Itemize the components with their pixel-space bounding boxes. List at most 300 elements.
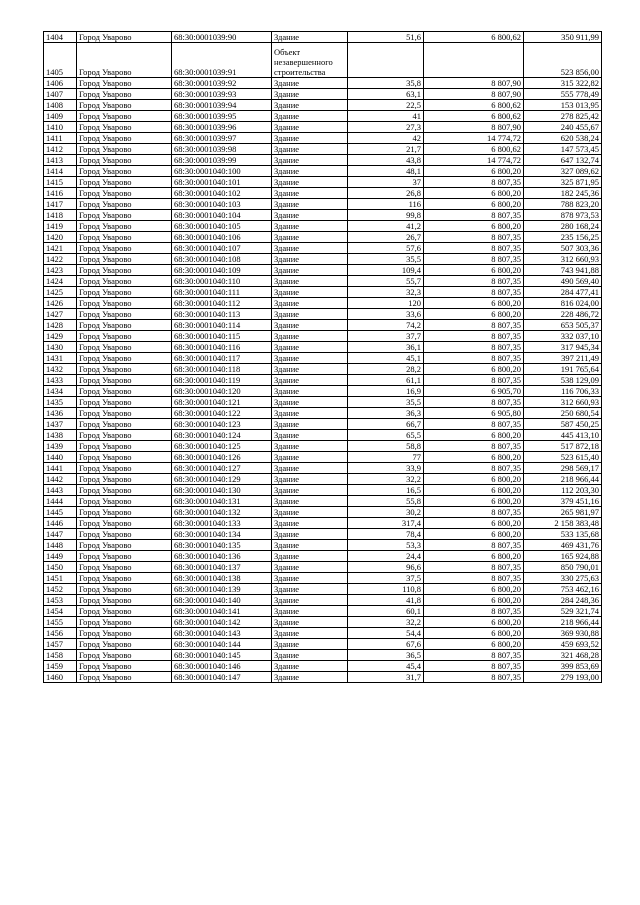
- cadastral-number-cell: 68:30:0001040:109: [172, 265, 272, 276]
- specific-value-cell: 6 800,20: [424, 188, 524, 199]
- cadastral-value-cell: 280 168,24: [524, 221, 602, 232]
- locality-cell: Город Уварово: [77, 628, 172, 639]
- table-row: [44, 386, 602, 397]
- row-number-cell: 1434: [44, 386, 77, 397]
- row-number-cell: 1431: [44, 353, 77, 364]
- row-number-cell: 1432: [44, 364, 77, 375]
- cadastral-value-cell: 321 468,28: [524, 650, 602, 661]
- cadastral-value-cell: 369 930,88: [524, 628, 602, 639]
- table-row: [44, 199, 602, 210]
- specific-value-cell: 6 800,20: [424, 309, 524, 320]
- row-number-cell: 1455: [44, 617, 77, 628]
- table-row: [44, 628, 602, 639]
- cadastral-value-cell: 284 477,41: [524, 287, 602, 298]
- cadastral-value-cell: 315 322,82: [524, 78, 602, 89]
- locality-cell: Город Уварово: [77, 32, 172, 43]
- cadastral-value-cell: 147 573,45: [524, 144, 602, 155]
- locality-cell: Город Уварово: [77, 386, 172, 397]
- row-number-cell: 1408: [44, 100, 77, 111]
- cadastral-number-cell: 68:30:0001039:90: [172, 32, 272, 43]
- table-row: [44, 43, 602, 78]
- cadastral-number-cell: 68:30:0001040:132: [172, 507, 272, 518]
- area-cell: 21,7: [348, 144, 424, 155]
- row-number-cell: 1429: [44, 331, 77, 342]
- row-number-cell: 1451: [44, 573, 77, 584]
- cadastral-value-cell: 507 303,36: [524, 243, 602, 254]
- object-type-cell: Здание: [272, 617, 348, 628]
- table-row: [44, 441, 602, 452]
- object-type-cell: Здание: [272, 430, 348, 441]
- specific-value-cell: 6 800,20: [424, 364, 524, 375]
- row-number-cell: 1442: [44, 474, 77, 485]
- locality-cell: Город Уварово: [77, 595, 172, 606]
- cadastral-number-cell: 68:30:0001040:104: [172, 210, 272, 221]
- table-row: [44, 650, 602, 661]
- row-number-cell: 1447: [44, 529, 77, 540]
- specific-value-cell: 8 807,35: [424, 463, 524, 474]
- area-cell: 41,8: [348, 595, 424, 606]
- table-row: [44, 276, 602, 287]
- specific-value-cell: 14 774,72: [424, 155, 524, 166]
- specific-value-cell: 8 807,35: [424, 661, 524, 672]
- area-cell: 26,7: [348, 232, 424, 243]
- row-number-cell: 1417: [44, 199, 77, 210]
- locality-cell: Город Уварово: [77, 617, 172, 628]
- object-type-cell: Здание: [272, 441, 348, 452]
- locality-cell: Город Уварово: [77, 155, 172, 166]
- row-number-cell: 1444: [44, 496, 77, 507]
- cadastral-value-cell: 743 941,88: [524, 265, 602, 276]
- row-number-cell: 1433: [44, 375, 77, 386]
- specific-value-cell: 6 800,20: [424, 265, 524, 276]
- table-row: [44, 562, 602, 573]
- table-row: [44, 287, 602, 298]
- object-type-cell: Здание: [272, 595, 348, 606]
- area-cell: 30,2: [348, 507, 424, 518]
- area-cell: 28,2: [348, 364, 424, 375]
- object-type-cell: Здание: [272, 573, 348, 584]
- object-type-cell: Здание: [272, 375, 348, 386]
- table-row: [44, 210, 602, 221]
- locality-cell: Город Уварово: [77, 408, 172, 419]
- area-cell: 74,2: [348, 320, 424, 331]
- cadastral-number-cell: 68:30:0001040:119: [172, 375, 272, 386]
- row-number-cell: 1457: [44, 639, 77, 650]
- row-number-cell: 1405: [44, 43, 77, 78]
- specific-value-cell: 8 807,35: [424, 573, 524, 584]
- specific-value-cell: 8 807,35: [424, 375, 524, 386]
- area-cell: 36,3: [348, 408, 424, 419]
- cadastral-number-cell: 68:30:0001040:142: [172, 617, 272, 628]
- table-row: [44, 100, 602, 111]
- cadastral-value-cell: 312 660,93: [524, 397, 602, 408]
- locality-cell: Город Уварово: [77, 485, 172, 496]
- table-row: [44, 331, 602, 342]
- object-type-cell: Здание: [272, 166, 348, 177]
- row-number-cell: 1428: [44, 320, 77, 331]
- cadastral-number-cell: 68:30:0001040:143: [172, 628, 272, 639]
- locality-cell: Город Уварово: [77, 43, 172, 78]
- cadastral-value-cell: 325 871,95: [524, 177, 602, 188]
- locality-cell: Город Уварово: [77, 276, 172, 287]
- area-cell: 77: [348, 452, 424, 463]
- row-number-cell: 1443: [44, 485, 77, 496]
- table-row: [44, 221, 602, 232]
- locality-cell: Город Уварово: [77, 298, 172, 309]
- specific-value-cell: 14 774,72: [424, 133, 524, 144]
- cadastral-value-cell: 753 462,16: [524, 584, 602, 595]
- cadastral-value-cell: 2 158 383,48: [524, 518, 602, 529]
- row-number-cell: 1404: [44, 32, 77, 43]
- cadastral-value-cell: 653 505,37: [524, 320, 602, 331]
- table-row: [44, 254, 602, 265]
- object-type-cell: Здание: [272, 210, 348, 221]
- row-number-cell: 1441: [44, 463, 77, 474]
- locality-cell: Город Уварово: [77, 529, 172, 540]
- table-row: [44, 419, 602, 430]
- locality-cell: Город Уварово: [77, 100, 172, 111]
- cadastral-value-cell: 250 680,54: [524, 408, 602, 419]
- specific-value-cell: 6 800,20: [424, 518, 524, 529]
- table-row: [44, 298, 602, 309]
- locality-cell: Город Уварово: [77, 254, 172, 265]
- specific-value-cell: 8 807,35: [424, 441, 524, 452]
- cadastral-value-cell: 620 538,24: [524, 133, 602, 144]
- cadastral-number-cell: 68:30:0001040:126: [172, 452, 272, 463]
- locality-cell: Город Уварово: [77, 188, 172, 199]
- cadastral-number-cell: 68:30:0001040:145: [172, 650, 272, 661]
- cadastral-number-cell: 68:30:0001040:122: [172, 408, 272, 419]
- area-cell: 32,3: [348, 287, 424, 298]
- row-number-cell: 1421: [44, 243, 77, 254]
- object-type-cell: Здание: [272, 287, 348, 298]
- row-number-cell: 1453: [44, 595, 77, 606]
- cadastral-number-cell: 68:30:0001040:107: [172, 243, 272, 254]
- row-number-cell: 1407: [44, 89, 77, 100]
- row-number-cell: 1437: [44, 419, 77, 430]
- cadastral-value-cell: 240 455,67: [524, 122, 602, 133]
- specific-value-cell: 6 800,20: [424, 199, 524, 210]
- row-number-cell: 1420: [44, 232, 77, 243]
- object-type-cell: Здание: [272, 122, 348, 133]
- area-cell: 51,6: [348, 32, 424, 43]
- locality-cell: Город Уварово: [77, 199, 172, 210]
- object-type-cell: Здание: [272, 254, 348, 265]
- specific-value-cell: 6 800,20: [424, 617, 524, 628]
- cadastral-value-cell: 587 450,25: [524, 419, 602, 430]
- object-type-cell: Здание: [272, 419, 348, 430]
- cadastral-value-cell: 445 413,10: [524, 430, 602, 441]
- locality-cell: Город Уварово: [77, 89, 172, 100]
- locality-cell: Город Уварово: [77, 375, 172, 386]
- area-cell: 32,2: [348, 617, 424, 628]
- locality-cell: Город Уварово: [77, 111, 172, 122]
- object-type-cell: Здание: [272, 496, 348, 507]
- specific-value-cell: 8 807,35: [424, 210, 524, 221]
- area-cell: 36,1: [348, 342, 424, 353]
- table-row: [44, 32, 602, 43]
- cadastral-value-cell: 153 013,95: [524, 100, 602, 111]
- object-type-cell: Здание: [272, 232, 348, 243]
- cadastral-number-cell: 68:30:0001039:98: [172, 144, 272, 155]
- specific-value-cell: 8 807,35: [424, 562, 524, 573]
- table-row: [44, 496, 602, 507]
- area-cell: 116: [348, 199, 424, 210]
- area-cell: 41: [348, 111, 424, 122]
- row-number-cell: 1452: [44, 584, 77, 595]
- locality-cell: Город Уварово: [77, 353, 172, 364]
- object-type-cell: Здание: [272, 221, 348, 232]
- table-row: [44, 144, 602, 155]
- locality-cell: Город Уварово: [77, 441, 172, 452]
- locality-cell: Город Уварово: [77, 287, 172, 298]
- cadastral-value-cell: 350 911,99: [524, 32, 602, 43]
- specific-value-cell: 8 807,90: [424, 89, 524, 100]
- specific-value-cell: 8 807,35: [424, 419, 524, 430]
- object-type-cell: Здание: [272, 463, 348, 474]
- cadastral-number-cell: 68:30:0001040:146: [172, 661, 272, 672]
- row-number-cell: 1445: [44, 507, 77, 518]
- locality-cell: Город Уварово: [77, 452, 172, 463]
- table-row: [44, 672, 602, 683]
- object-type-cell: Здание: [272, 111, 348, 122]
- table-row: [44, 320, 602, 331]
- row-number-cell: 1425: [44, 287, 77, 298]
- specific-value-cell: 8 807,35: [424, 232, 524, 243]
- cadastral-value-cell: 317 945,34: [524, 342, 602, 353]
- cadastral-number-cell: 68:30:0001039:93: [172, 89, 272, 100]
- cadastral-value-cell: 397 211,49: [524, 353, 602, 364]
- area-cell: 57,6: [348, 243, 424, 254]
- area-cell: 120: [348, 298, 424, 309]
- specific-value-cell: 8 807,90: [424, 78, 524, 89]
- locality-cell: Город Уварово: [77, 606, 172, 617]
- specific-value-cell: 8 807,35: [424, 507, 524, 518]
- locality-cell: Город Уварово: [77, 122, 172, 133]
- table-row: [44, 364, 602, 375]
- area-cell: 54,4: [348, 628, 424, 639]
- object-type-cell: Здание: [272, 364, 348, 375]
- cadastral-number-cell: 68:30:0001040:102: [172, 188, 272, 199]
- object-type-cell: Здание: [272, 331, 348, 342]
- specific-value-cell: 8 807,35: [424, 342, 524, 353]
- locality-cell: Город Уварово: [77, 232, 172, 243]
- table-row: [44, 309, 602, 320]
- object-type-cell: Здание: [272, 518, 348, 529]
- specific-value-cell: 6 800,20: [424, 584, 524, 595]
- specific-value-cell: 8 807,35: [424, 320, 524, 331]
- object-type-cell: Здание: [272, 353, 348, 364]
- table-row: [44, 551, 602, 562]
- cadastral-number-cell: 68:30:0001040:135: [172, 540, 272, 551]
- locality-cell: Город Уварово: [77, 331, 172, 342]
- table-row: [44, 397, 602, 408]
- cadastral-number-cell: 68:30:0001040:124: [172, 430, 272, 441]
- area-cell: 45,1: [348, 353, 424, 364]
- object-type-cell: Здание: [272, 474, 348, 485]
- table-row: [44, 243, 602, 254]
- specific-value-cell: 8 807,35: [424, 672, 524, 683]
- cadastral-number-cell: 68:30:0001040:106: [172, 232, 272, 243]
- cadastral-number-cell: 68:30:0001039:96: [172, 122, 272, 133]
- specific-value-cell: 6 800,20: [424, 430, 524, 441]
- specific-value-cell: 8 807,35: [424, 254, 524, 265]
- row-number-cell: 1459: [44, 661, 77, 672]
- table-row: [44, 595, 602, 606]
- object-type-cell: Здание: [272, 452, 348, 463]
- specific-value-cell: 6 800,20: [424, 551, 524, 562]
- locality-cell: Город Уварово: [77, 463, 172, 474]
- cadastral-number-cell: 68:30:0001040:100: [172, 166, 272, 177]
- cadastral-value-cell: 788 823,20: [524, 199, 602, 210]
- table-row: [44, 342, 602, 353]
- specific-value-cell: 6 800,20: [424, 496, 524, 507]
- object-type-cell: Здание: [272, 661, 348, 672]
- area-cell: 110,8: [348, 584, 424, 595]
- specific-value-cell: [424, 43, 524, 78]
- table-row: [44, 430, 602, 441]
- cadastral-value-cell: 517 872,18: [524, 441, 602, 452]
- area-cell: 67,6: [348, 639, 424, 650]
- object-type-cell: Здание: [272, 100, 348, 111]
- table-row: [44, 78, 602, 89]
- area-cell: 58,8: [348, 441, 424, 452]
- locality-cell: Город Уварово: [77, 562, 172, 573]
- cadastral-number-cell: 68:30:0001040:123: [172, 419, 272, 430]
- cadastral-value-cell: 555 778,49: [524, 89, 602, 100]
- table-row: [44, 507, 602, 518]
- locality-cell: Город Уварово: [77, 639, 172, 650]
- cadastral-number-cell: 68:30:0001040:117: [172, 353, 272, 364]
- row-number-cell: 1427: [44, 309, 77, 320]
- cadastral-value-cell: 278 825,42: [524, 111, 602, 122]
- area-cell: 66,7: [348, 419, 424, 430]
- table-row: [44, 573, 602, 584]
- table-row: [44, 540, 602, 551]
- area-cell: 109,4: [348, 265, 424, 276]
- object-type-cell: Здание: [272, 309, 348, 320]
- cadastral-number-cell: 68:30:0001040:103: [172, 199, 272, 210]
- locality-cell: Город Уварово: [77, 166, 172, 177]
- cadastral-number-cell: 68:30:0001040:140: [172, 595, 272, 606]
- locality-cell: Город Уварово: [77, 133, 172, 144]
- table-row: [44, 353, 602, 364]
- cadastral-value-cell: 165 924,88: [524, 551, 602, 562]
- locality-cell: Город Уварово: [77, 584, 172, 595]
- specific-value-cell: 6 800,20: [424, 452, 524, 463]
- row-number-cell: 1406: [44, 78, 77, 89]
- cadastral-number-cell: 68:30:0001040:105: [172, 221, 272, 232]
- area-cell: 65,5: [348, 430, 424, 441]
- cadastral-number-cell: 68:30:0001040:111: [172, 287, 272, 298]
- area-cell: 26,8: [348, 188, 424, 199]
- area-cell: 35,5: [348, 254, 424, 265]
- area-cell: 35,8: [348, 78, 424, 89]
- row-number-cell: 1450: [44, 562, 77, 573]
- object-type-cell: Здание: [272, 408, 348, 419]
- specific-value-cell: 8 807,35: [424, 397, 524, 408]
- row-number-cell: 1415: [44, 177, 77, 188]
- cadastral-number-cell: 68:30:0001040:116: [172, 342, 272, 353]
- table-row: [44, 155, 602, 166]
- object-type-cell: Здание: [272, 628, 348, 639]
- object-type-cell: Здание: [272, 78, 348, 89]
- cadastral-number-cell: 68:30:0001039:92: [172, 78, 272, 89]
- locality-cell: Город Уварово: [77, 474, 172, 485]
- area-cell: 31,7: [348, 672, 424, 683]
- cadastral-value-table: [43, 31, 602, 683]
- locality-cell: Город Уварово: [77, 419, 172, 430]
- table-row: [44, 408, 602, 419]
- area-cell: 27,3: [348, 122, 424, 133]
- locality-cell: Город Уварово: [77, 309, 172, 320]
- table-row: [44, 232, 602, 243]
- area-cell: 36,5: [348, 650, 424, 661]
- table-row: [44, 166, 602, 177]
- area-cell: 35,5: [348, 397, 424, 408]
- specific-value-cell: 8 807,35: [424, 606, 524, 617]
- cadastral-value-cell: 228 486,72: [524, 309, 602, 320]
- object-type-cell: Здание: [272, 639, 348, 650]
- table-row: [44, 606, 602, 617]
- table-row: [44, 529, 602, 540]
- area-cell: 48,1: [348, 166, 424, 177]
- cadastral-number-cell: 68:30:0001040:101: [172, 177, 272, 188]
- cadastral-number-cell: 68:30:0001040:134: [172, 529, 272, 540]
- cadastral-value-cell: 218 966,44: [524, 474, 602, 485]
- row-number-cell: 1454: [44, 606, 77, 617]
- cadastral-value-cell: 399 853,69: [524, 661, 602, 672]
- locality-cell: Город Уварово: [77, 144, 172, 155]
- cadastral-number-cell: 68:30:0001040:125: [172, 441, 272, 452]
- cadastral-number-cell: 68:30:0001040:141: [172, 606, 272, 617]
- locality-cell: Город Уварово: [77, 650, 172, 661]
- row-number-cell: 1414: [44, 166, 77, 177]
- cadastral-value-cell: 279 193,00: [524, 672, 602, 683]
- cadastral-value-cell: 816 024,00: [524, 298, 602, 309]
- area-cell: 45,4: [348, 661, 424, 672]
- row-number-cell: 1412: [44, 144, 77, 155]
- object-type-cell: Здание: [272, 144, 348, 155]
- cadastral-value-cell: 182 245,36: [524, 188, 602, 199]
- cadastral-value-cell: 459 693,52: [524, 639, 602, 650]
- area-cell: 33,9: [348, 463, 424, 474]
- cadastral-number-cell: 68:30:0001040:118: [172, 364, 272, 375]
- row-number-cell: 1446: [44, 518, 77, 529]
- cadastral-number-cell: 68:30:0001040:110: [172, 276, 272, 287]
- locality-cell: Город Уварово: [77, 342, 172, 353]
- cadastral-number-cell: 68:30:0001040:129: [172, 474, 272, 485]
- specific-value-cell: 6 800,62: [424, 32, 524, 43]
- row-number-cell: 1410: [44, 122, 77, 133]
- table-row: [44, 485, 602, 496]
- locality-cell: Город Уварово: [77, 507, 172, 518]
- row-number-cell: 1416: [44, 188, 77, 199]
- cadastral-number-cell: 68:30:0001040:114: [172, 320, 272, 331]
- table-row: [44, 639, 602, 650]
- area-cell: [348, 43, 424, 78]
- row-number-cell: 1460: [44, 672, 77, 683]
- cadastral-number-cell: 68:30:0001040:144: [172, 639, 272, 650]
- area-cell: 55,8: [348, 496, 424, 507]
- area-cell: 16,5: [348, 485, 424, 496]
- cadastral-value-cell: 523 856,00: [524, 43, 602, 78]
- locality-cell: Город Уварово: [77, 320, 172, 331]
- object-type-cell: Здание: [272, 562, 348, 573]
- cadastral-value-cell: 265 981,97: [524, 507, 602, 518]
- table-row: [44, 452, 602, 463]
- specific-value-cell: 6 905,80: [424, 408, 524, 419]
